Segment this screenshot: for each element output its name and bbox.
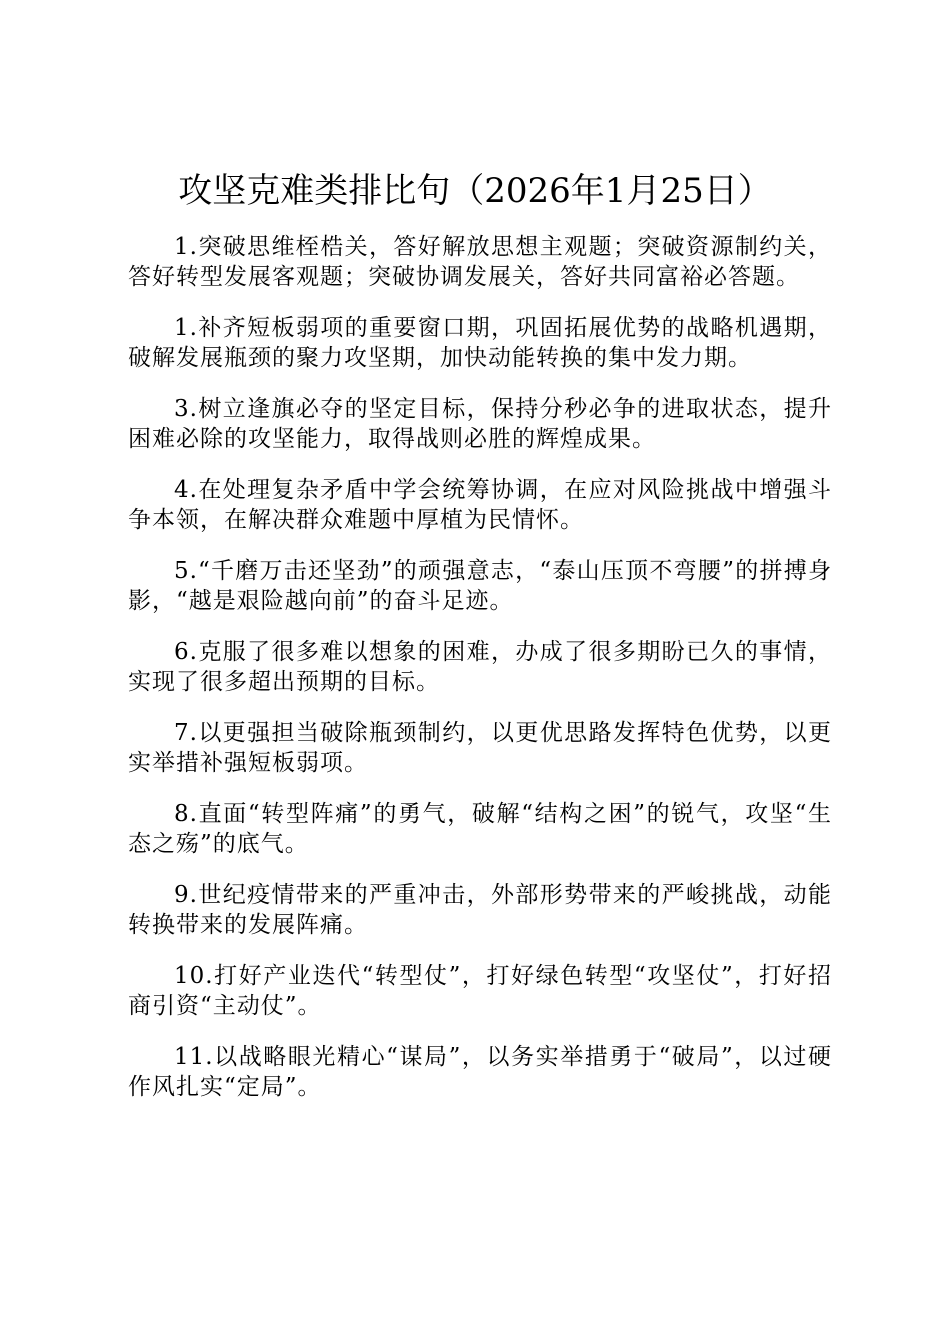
paragraph-7: 7.以更强担当破除瓶颈制约，以更优思路发挥特色优势，以更实举措补强短板弱项。 — [128, 720, 832, 776]
paragraph-4: 4.在处理复杂矛盾中学会统筹协调，在应对风险挑战中增强斗争本领，在解决群众难题中厚植为民情怀。 — [128, 477, 832, 533]
paragraph-11: 11.以战略眼光精心“谋局”，以务实举措勇于“破局”，以过硬作风扎实“定局”。 — [128, 1044, 832, 1100]
paragraph-1: 1.突破思维桎梏关，答好解放思想主观题；突破资源制约关，答好转型发展客观题；突破协调发展关，答好共同富裕必答题。 — [128, 234, 832, 290]
paragraph-2: 1.补齐短板弱项的重要窗口期，巩固拓展优势的战略机遇期，破解发展瓶颈的聚力攻坚期，加快动能转换的集中发力期。 — [128, 315, 832, 371]
paragraph-9: 9.世纪疫情带来的严重冲击，外部形势带来的严峻挑战，动能转换带来的发展阵痛。 — [128, 882, 832, 938]
document-body — [128, 232, 832, 1123]
paragraph-10: 10.打好产业迭代“转型仗”，打好绿色转型“攻坚仗”，打好招商引资“主动仗”。 — [128, 963, 832, 1019]
paragraph-3: 3.树立逢旗必夺的坚定目标，保持分秒必争的进取状态，提升困难必除的攻坚能力，取得战则必胜的辉煌成果。 — [128, 396, 832, 452]
paragraph-6: 6.克服了很多难以想象的困难，办成了很多期盼已久的事情，实现了很多超出预期的目标。 — [128, 639, 832, 695]
paragraph-5: 5.“千磨万击还坚劲”的顽强意志，“泰山压顶不弯腰”的拼搏身影，“越是艰险越向前”的奋斗足迹。 — [128, 558, 832, 614]
paragraph-8: 8.直面“转型阵痛”的勇气，破解“结构之困”的锐气，攻坚“生态之殇”的底气。 — [128, 801, 832, 857]
document-title: 攻坚克难类排比句（2026年1月25日） — [178, 171, 772, 211]
